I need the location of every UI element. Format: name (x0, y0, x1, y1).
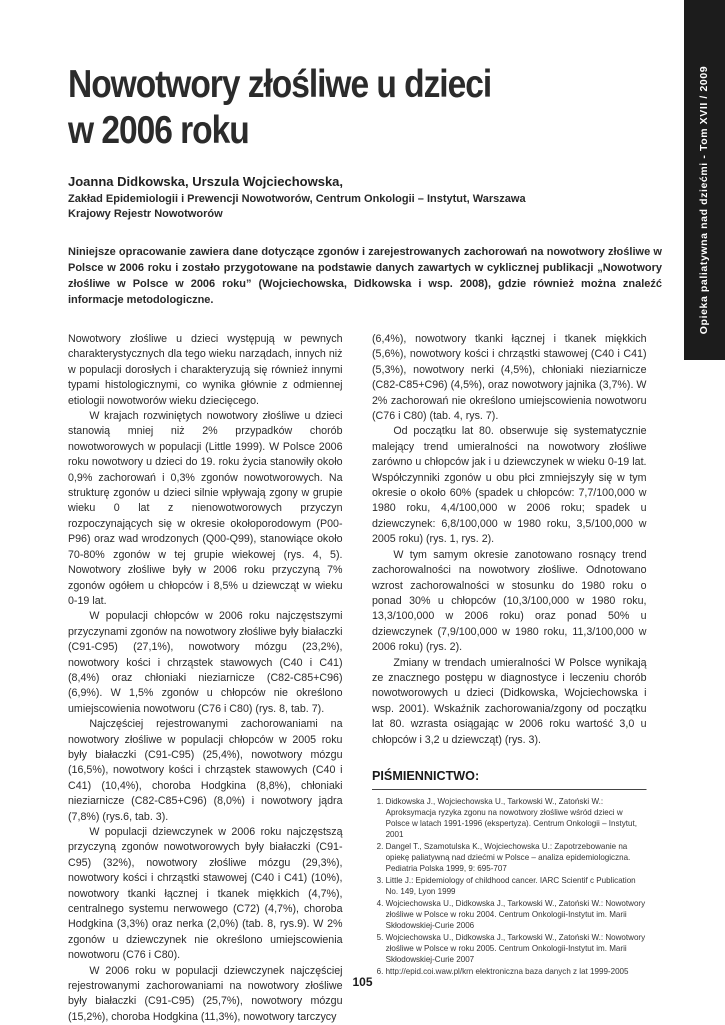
paragraph: W 2006 roku w populacji dziewczynek najczęściej rejestrowanymi zachorowaniami na nowotwory złośliwe były białaczki (C91-C95) (25,7%), nowotwory mózgu (15,2%), choroba Hodgkina (11,3%), nowotwory tarczycy (68, 964, 343, 1023)
reference-item: 6. http://epid.coi.waw.pl/krn elektroniczna baza danych z lat 1999-2005 (386, 966, 647, 977)
references-heading: PIŚMIENNICTWO: (372, 767, 480, 783)
paragraph: W populacji dziewczynek w 2006 roku najczęstszą przyczyną zgonów nowotworowych były białaczki (C91-C95) (32%), nowotwory złośliwe mózgu (29,3%), nowotwory kości i chrząstki stawowej (C40 i C41) (10%), nowotwory tkanki łącznej i tkanek miękkich (4,7%), centralnego systemu nerwowego (C72) (4,7%), choroba Hodgkina (3,3%) oraz nerka (2,0%) (tab. 8, rys.9). W 2% zgonów u dziewczynek nie określono umiejscowienia nowotworu (C76 i C80). (68, 826, 343, 962)
paragraph: (6,4%), nowotwory tkanki łącznej i tkanek miękkich (5,6%), nowotwory kości i chrząstki stawowej (C40 i C41) (5,3%), nowotwory nerki (4,5%), chłoniaki nieziarnicze (C82-C85+C96) (4,5%), oraz nowotwory jajnika (3,7%). W 2% zachorowań nie określono umiejscowienia nowotworu (C76 i C80) (tab. 4, rys. 7). (372, 333, 647, 423)
title-line-1: Nowotwory złośliwe u dzieci (68, 63, 492, 106)
affiliation-line-1: Zakład Epidemiologii i Prewencji Nowotworów, Centrum Onkologii – Instytut, Warszawa (68, 193, 526, 205)
reference-item: 5. Wojciechowska U., Didkowska J., Tarkowski W., Zatoński W.: Nowotwory złośliwe w Polsce w roku 2005. Centrum Onkologii-Instytut im. Marii Skłodowskiej-Curie 2007 (386, 932, 647, 965)
reference-item: 4. Wojciechowska U., Didkowska J., Tarkowski W., Zatoński W.: Nowotwory złośliwe w Polsce w roku 2004. Centrum Onkologii-Instytut im. Marii Skłodowskiej-Curie 2006 (386, 898, 647, 931)
paragraph: Nowotwory złośliwe u dzieci występują w pewnych charakterystycznych dla tego wieku narządach, innych niż w populacji dorosłych i charakteryzują się również innymi typami histologicznymi, co wynika głównie z odmiennej etiologii nowotworów wieku dziecięcego. (68, 333, 343, 407)
page-number: 105 (352, 975, 373, 989)
right-column (372, 332, 647, 978)
reference-item: 3. Little J.: Epidemiology of childhood cancer. IARC Scientif c Publication No. 149, Lyon 1999 (386, 875, 647, 897)
authors: Joanna Didkowska, Urszula Wojciechowska, (68, 174, 344, 189)
references-list (372, 796, 647, 977)
affiliation (68, 192, 526, 222)
paragraph: W populacji chłopców w 2006 roku najczęstszymi przyczynami zgonów na nowotwory złośliwe były białaczki (C91-C95) (27,1%), nowotwory mózgu (23,2%), nowotwory kości i chrząstek stawowych (C40 i C41) (8,4%) oraz chłoniaki nieziarnicze (C82-C85+C96) (6,9%). W 1,5% zgonów u chłopców nie określono umiejscowienia nowotworu (C76 i C80) (rys. 8, tab. 7). (68, 610, 343, 715)
paragraph: W krajach rozwiniętych nowotwory złośliwe u dzieci stanowią mniej niż 2% przypadków chorób nowotworowych w populacji (Little 1999). W Polsce 2006 roku nowotwory u dzieci do 19. roku życia stanowiły około 0,9% zachorowań i 0,3% zgonów nowotworowych. Na strukturę zgonów u dzieci silnie wpływają zgony w grupie wieku 0 lat z nienowotworowych przyczyn rozpoczynających się w okresie okołoporodowym (P00-P96) oraz wad wrodzonych (Q00-Q99), stanowiące około 70-80% zgonów w tej grupie wiekowej (rys. 4, 5). Nowotwory złośliwe były w 2006 roku przyczyną 7% zgonów ogółem u chłopców i 8,5% u dziewcząt w wieku 0-19 lat. (68, 410, 343, 607)
abstract: Niniejsze opracowanie zawiera dane dotyczące zgonów i zarejestrowanych zachorowań na nowotwory złośliwe w Polsce w 2006 roku i zostało przygotowane na podstawie danych zawartych w cyklicznej publikacji „Nowotwory złośliwe w Polsce w 2006 roku” (Wojciechowska, Didkowska i wsp. 2008), gdzie również można znaleźć informacje metodologiczne. (68, 246, 662, 306)
paragraph: Zmiany w trendach umieralności W Polsce wynikają ze znacznego postępu w diagnostyce i leczeniu chorób nowotworowych u dzieci (Didkowska, Wojciechowska i wsp. 2001). Wskaźnik zachorowania/zgony od początku lat 80. wzrasta osiągając w 2006 roku wartość 3,0 u chłopców i 3,2 u dziewcząt) (rys. 3). (372, 656, 647, 746)
left-column (68, 332, 343, 1025)
paragraph: Najczęściej rejestrowanymi zachorowaniami na nowotwory złośliwe w populacji chłopców w 2005 roku były białaczki (C91-C95) (25,4%), nowotwory mózgu (16,5%), nowotwory kości i chrząstek stawowych (C40 i C41) (10,4%), choroba Hodgkina (8,8%), chłoniaki nieziarnicze (C82-C85+C96) (8,0%) i nowotwory jądra (7,8%) (rys.6, tab. 3). (68, 718, 343, 823)
paragraph: W tym samym okresie zanotowano rosnący trend zachorowalności na nowotwory złośliwe. Odnotowano wzrost zachorowalności w stosunku do 1980 roku o ponad 30% u chłopców (10,3/100,000 w 1980 roku, 13,3/100,000 w 2006 roku) oraz ponad 50% u dziewczynek (7,9/100,000 w 1980 roku, 11,3/100,000 w 2006 roku) (rys. 2). (372, 548, 647, 654)
references-divider (372, 789, 647, 790)
title-line-2: w 2006 roku (68, 109, 249, 152)
paragraph: Od początku lat 80. obserwuje się systematycznie malejący trend umieralności na nowotwory złośliwe zarówno u chłopców jak i u dziewczynek w wieku 0-19 lat. Współczynniki zgonów u obu płci zmniejszyły się w tym okresie o około 60% (spadek u chłopców: 7,7/100,000 w 1980 roku, 4,4/100,000 w 2006 roku; spadek u dziewczynek: 6,8/100,000 w 1980 roku, 3,5/100,000 w 2005 roku) (rys. 1, rys. 2). (372, 425, 647, 546)
journal-side-label: Opieka paliatywna nad dziećmi - Tom XVII / 2009 (698, 65, 710, 335)
article-title (68, 62, 550, 154)
reference-item: 1. Didkowska J., Wojciechowska U., Tarkowski W., Zatoński W.: Aproksymacja ryzyka zgonu na nowotwory złośliwe wśród dzieci w Polsce w latach 1991-1996 (ekspertyza). Centrum Onkologii – Instytut, 2001 (386, 796, 647, 840)
affiliation-line-2: Krajowy Rejestr Nowotworów (68, 208, 223, 220)
reference-item: 2. Dangel T., Szamotulska K., Wojciechowska U.: Zapotrzebowanie na opiekę paliatywną nad dziećmi w Polsce – analiza epidemiologiczna. Pediatria Polska 1999, 9: 695-707 (386, 841, 647, 874)
